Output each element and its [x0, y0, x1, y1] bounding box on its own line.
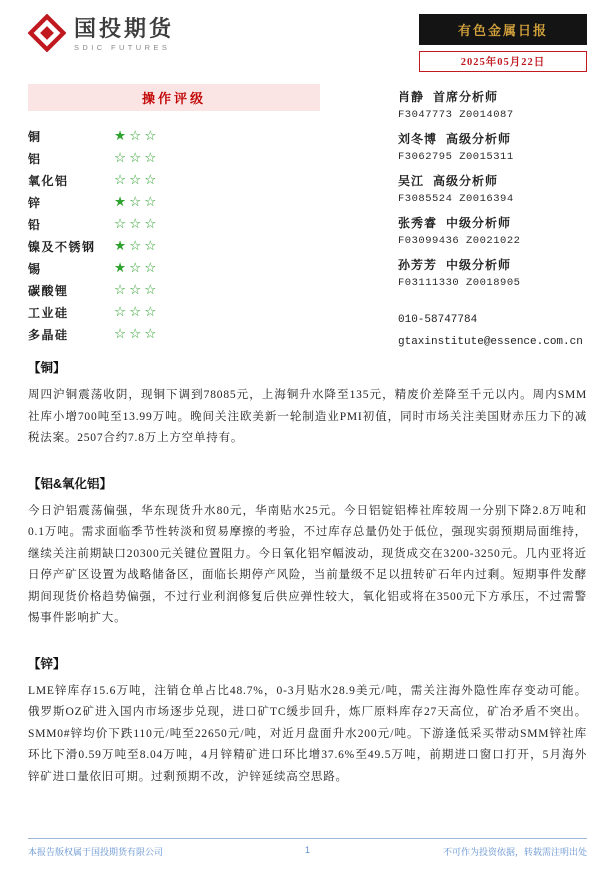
- brand-name: 国投期货: [74, 16, 175, 41]
- analyst-codes: F3047773 Z0014087: [398, 109, 514, 121]
- metal-label: 多晶硅: [28, 327, 69, 342]
- metal-label: 锡: [28, 261, 42, 276]
- section-title: 【铜】: [28, 361, 66, 375]
- footer-page-number: 1: [304, 845, 311, 855]
- analyst-codes: F03099436 Z0021022: [398, 235, 521, 247]
- section-copper: [28, 358, 587, 450]
- analyst-name: [398, 214, 587, 235]
- section-title: 【铝&氧化铝】: [28, 476, 113, 491]
- section-body-text: 周四沪铜震荡收阴，现铜下调到78085元，上海铜升水降至135元，精废价差降至千元以内。周内SMM社库小增700吨至13.99万吨。晚间关注欧美新一轮制造业PMI初值，同时市场关注美国财赤压力下的减税法案。2507合约7.8万上方空单持有。: [28, 389, 587, 444]
- report-date: 2025年05月22日: [419, 51, 587, 72]
- rating-list: [28, 125, 320, 345]
- analyst-title: 中级分析师: [446, 216, 512, 230]
- section-body-text: 今日沪铝震荡偏强，华东现货升水80元，华南贴水25元。今日铝锭铝棒社库较周一分别下降2.8万吨和0.1万吨。需求面临季节性转淡和贸易摩擦的考验，不过库存总量仍处于低位，强现实弱预期局面维持，继续关注前期缺口20300元关键位置阻力。今日氧化铝窄幅波动，现货成交在3200-3250元。几内亚将近日停产矿区设置为战略储备区，面临长期停产风险，当前量级不足以扭转矿石年内过剩。短期事件发酵期间现货价格趋势偏强，不过行业利润修复后供应弹性较大，氧化铝或将在3500元下方承压，不过需警惕事件影响扩大。: [28, 504, 587, 624]
- metal-label: 工业硅: [28, 305, 69, 320]
- rating-stars: ★☆☆: [114, 238, 160, 254]
- brand-subtitle: SDIC FUTURES: [74, 43, 171, 53]
- rating-stars: ☆☆☆: [114, 326, 160, 342]
- report-head: [419, 14, 587, 72]
- analyst-name-text: 孙芳芳: [398, 258, 438, 272]
- rating-row: [28, 235, 320, 257]
- metal-label: 镍及不锈钢: [28, 239, 96, 254]
- page-footer: [28, 838, 587, 858]
- analyst-title: 高级分析师: [446, 132, 512, 146]
- metal-label: 铝: [28, 151, 42, 166]
- rating-header: 操作评级: [28, 84, 320, 111]
- rating-stars: ☆☆☆: [114, 304, 160, 320]
- metal-label: 铅: [28, 217, 42, 232]
- rating-row: [28, 301, 320, 323]
- analyst-codes: F3085524 Z0016394: [398, 193, 514, 205]
- rating-stars: ★☆☆: [114, 194, 160, 210]
- analyst-column: [398, 84, 587, 348]
- rating-row: [28, 279, 320, 301]
- metal-label: 铜: [28, 129, 42, 144]
- rating-row: [28, 147, 320, 169]
- analyst-title: 首席分析师: [433, 90, 499, 104]
- rating-stars: ★☆☆: [114, 128, 160, 144]
- section-body-text: LME锌库存15.6万吨，注销仓单占比48.7%，0-3月贴水28.9美元/吨，需关注海外隐性库存变动可能。俄罗斯OZ矿进入国内市场逐步兑现，进口矿TC缓步回升，炼厂原料库存27天高位，矿冶矛盾不突出。SMM0#锌均价下跌110元/吨至22650元/吨，对近月盘面升水200元/吨。下游逢低采买带动SMM锌社库环比下滑0.59万吨至8.04万吨，4月锌精矿进口环比增37.6%至49.5万吨，前期进口窗口打开，5月海外锌矿进口量依旧可期。过剩预期不改，沪锌延续高空思路。: [28, 684, 587, 783]
- section-aluminum-alumina: [28, 474, 587, 630]
- rating-stars: ★☆☆: [114, 260, 160, 276]
- rating-row: [28, 323, 320, 345]
- brand-text: [74, 14, 174, 52]
- footer-copyright: 本报告版权属于国投期货有限公司: [28, 847, 164, 857]
- analyst-name-text: 刘冬博: [398, 132, 438, 146]
- footer-disclaimer: 不可作为投资依据，转载需注明出处: [442, 847, 587, 857]
- contact-phone: 010-58747784: [398, 314, 478, 326]
- analyst-codes: F3062795 Z0015311: [398, 151, 514, 163]
- analyst-name-text: 肖静: [398, 90, 425, 104]
- analyst-name: [398, 88, 587, 109]
- analyst-codes: F03111330 Z0018905: [398, 277, 521, 289]
- metal-label: 碳酸锂: [28, 283, 69, 298]
- contact-email[interactable]: gtaxinstitute@essence.com.cn: [398, 336, 583, 348]
- analyst-name: [398, 256, 587, 277]
- rating-stars: ☆☆☆: [114, 172, 160, 188]
- rating-row: [28, 257, 320, 279]
- report-title: 有色金属日报: [419, 14, 587, 45]
- analyst-title: 高级分析师: [433, 174, 499, 188]
- report-body: [0, 358, 615, 788]
- section-title: 【锌】: [28, 656, 66, 671]
- page-header: [0, 0, 615, 72]
- analyst-name-text: 吴江: [398, 174, 425, 188]
- rating-row: [28, 191, 320, 213]
- analyst-name: [398, 172, 587, 193]
- analyst-name-text: 张秀睿: [398, 216, 438, 230]
- rating-stars: ☆☆☆: [114, 216, 160, 232]
- sdic-logo-icon: [28, 14, 66, 52]
- metal-label: 氧化铝: [28, 173, 69, 188]
- analyst-title: 中级分析师: [446, 258, 512, 272]
- rating-row: [28, 169, 320, 191]
- rating-stars: ☆☆☆: [114, 150, 160, 166]
- analyst-name: [398, 130, 587, 151]
- brand-block: [28, 14, 174, 52]
- top-columns: [0, 84, 615, 348]
- metal-label: 锌: [28, 195, 42, 210]
- section-zinc: [28, 654, 587, 789]
- rating-column: [28, 84, 320, 348]
- rating-row: [28, 125, 320, 147]
- rating-row: [28, 213, 320, 235]
- rating-stars: ☆☆☆: [114, 282, 160, 298]
